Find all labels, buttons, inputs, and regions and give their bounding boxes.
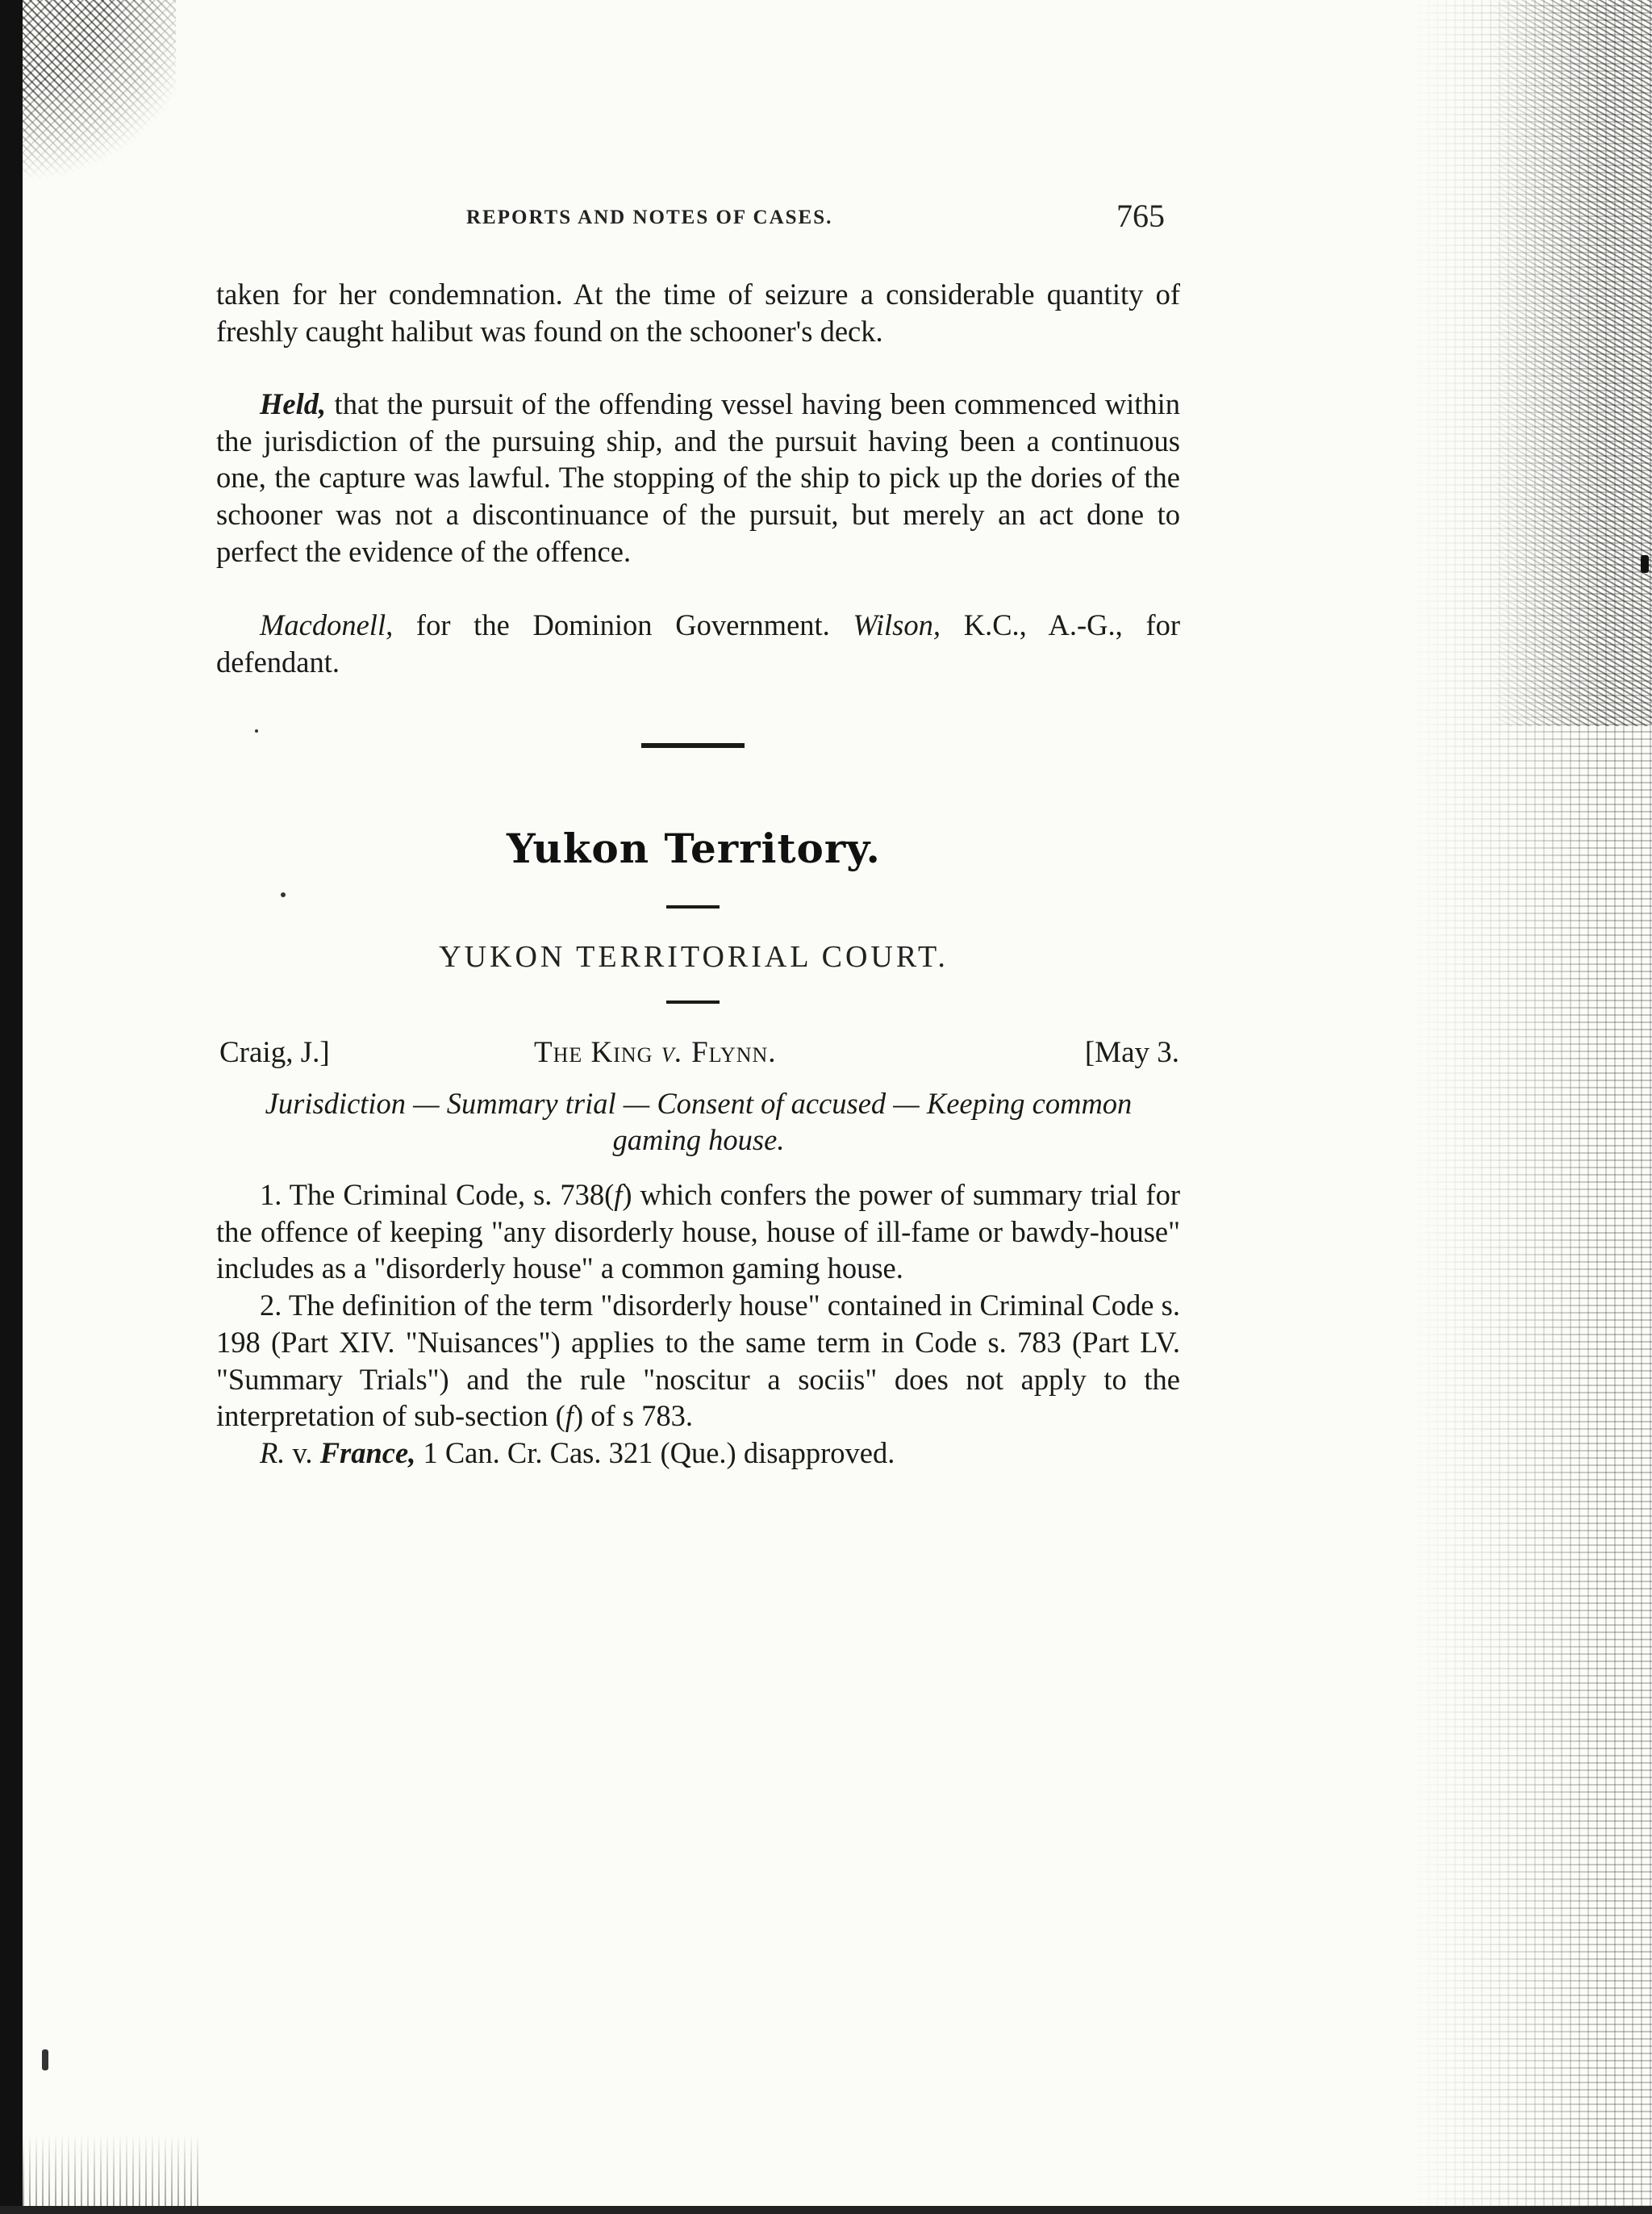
scan-border-bottom: [0, 2206, 1652, 2214]
scan-speck: [42, 2049, 48, 2070]
counsel-text: [216, 607, 1180, 680]
running-head: REPORTS AND NOTES OF CASES.: [466, 207, 833, 228]
counsel-1-text: for the Dominion Government.: [393, 608, 853, 641]
point-1: [216, 1176, 1180, 1287]
title-rule: [666, 905, 720, 909]
scan-speck: [281, 892, 286, 897]
point-3-v: v.: [285, 1435, 320, 1469]
page-number: 765: [1116, 198, 1165, 234]
case-title: [534, 1035, 777, 1070]
point-2-text-b: ) of s 783.: [573, 1399, 693, 1433]
case-title-v: v.: [661, 1036, 683, 1069]
case-date: [May 3.: [1084, 1036, 1179, 1069]
counsel-2-name: Wilson,: [853, 608, 941, 641]
court-rule: [666, 1000, 720, 1004]
scan-border-left: [0, 0, 23, 2214]
case-title-part1: The King: [534, 1036, 661, 1069]
point-3-text: 1 Can. Cr. Cas. 321 (Que.) disapproved.: [415, 1435, 895, 1469]
point-2-text-a: 2. The definition of the term "disorderly house" contained in Criminal Code s. 198 (Part XIV. "Nuisances") applies to the same term in Code s. 783 (Part LV. "Summary Trials") and the rule "noscitur a sociis" does not apply to the interpretation of sub-section (: [216, 1289, 1180, 1433]
held-paragraph: [216, 386, 1180, 570]
point-2-subsection: f: [565, 1399, 574, 1433]
case-headnote: Jurisdiction — Summary trial — Consent of accused — Keeping common gaming house.: [265, 1087, 1133, 1156]
held-text: [216, 386, 1180, 570]
continuation-text: taken for her condemnation. At the time of seizure a considerable quantity of freshly caught halibut was found on the schooner's deck.: [216, 278, 1180, 348]
counsel-paragraph: [216, 607, 1180, 680]
point-1-subsection: f: [614, 1178, 623, 1211]
continuation-paragraph: [216, 276, 1180, 349]
court-name: YUKON TERRITORIAL COURT.: [439, 940, 949, 974]
section-divider-rule: [641, 743, 745, 748]
scan-noise-top-left: [23, 0, 176, 186]
holding-points: [216, 1176, 1180, 1472]
held-body: that the pursuit of the offending vessel having been commenced within the jurisdiction of the pursuing ship, and the pursuit having been a continuous one, the capture was lawful. The stopping of the ship to pick up the dories of the schooner was not a discontinuance of the pursuit, but merely an act done to perfect the evidence of the offence.: [216, 387, 1180, 568]
point-3-case-name: France,: [319, 1435, 416, 1469]
section-title: Yukon Territory.: [507, 825, 881, 872]
scan-speck: [255, 729, 258, 733]
point-2: [216, 1287, 1180, 1435]
scan-noise-bottom-left: [23, 2133, 200, 2206]
scan-noise-top-right: [1491, 0, 1652, 726]
held-label: Held,: [260, 387, 327, 420]
counsel-2-text: K.C., A.-G., for defendant.: [216, 608, 1180, 679]
point-3-r: R.: [260, 1435, 286, 1469]
case-title-part2: Flynn.: [682, 1036, 777, 1069]
point-3: [216, 1435, 1180, 1472]
judge-name: Craig, J.]: [219, 1036, 330, 1069]
point-1-text-b: ) which confers the power of summary trial for the offence of keeping "any disorderly house, house of ill-fame or bawdy-house" includes as a "disorderly house" a common gaming house.: [216, 1178, 1180, 1285]
case-caption: [219, 1035, 1179, 1072]
point-1-text-a: 1. The Criminal Code, s. 738(: [260, 1178, 615, 1211]
counsel-1-name: Macdonell,: [260, 608, 394, 641]
scan-blot: [1641, 555, 1649, 573]
